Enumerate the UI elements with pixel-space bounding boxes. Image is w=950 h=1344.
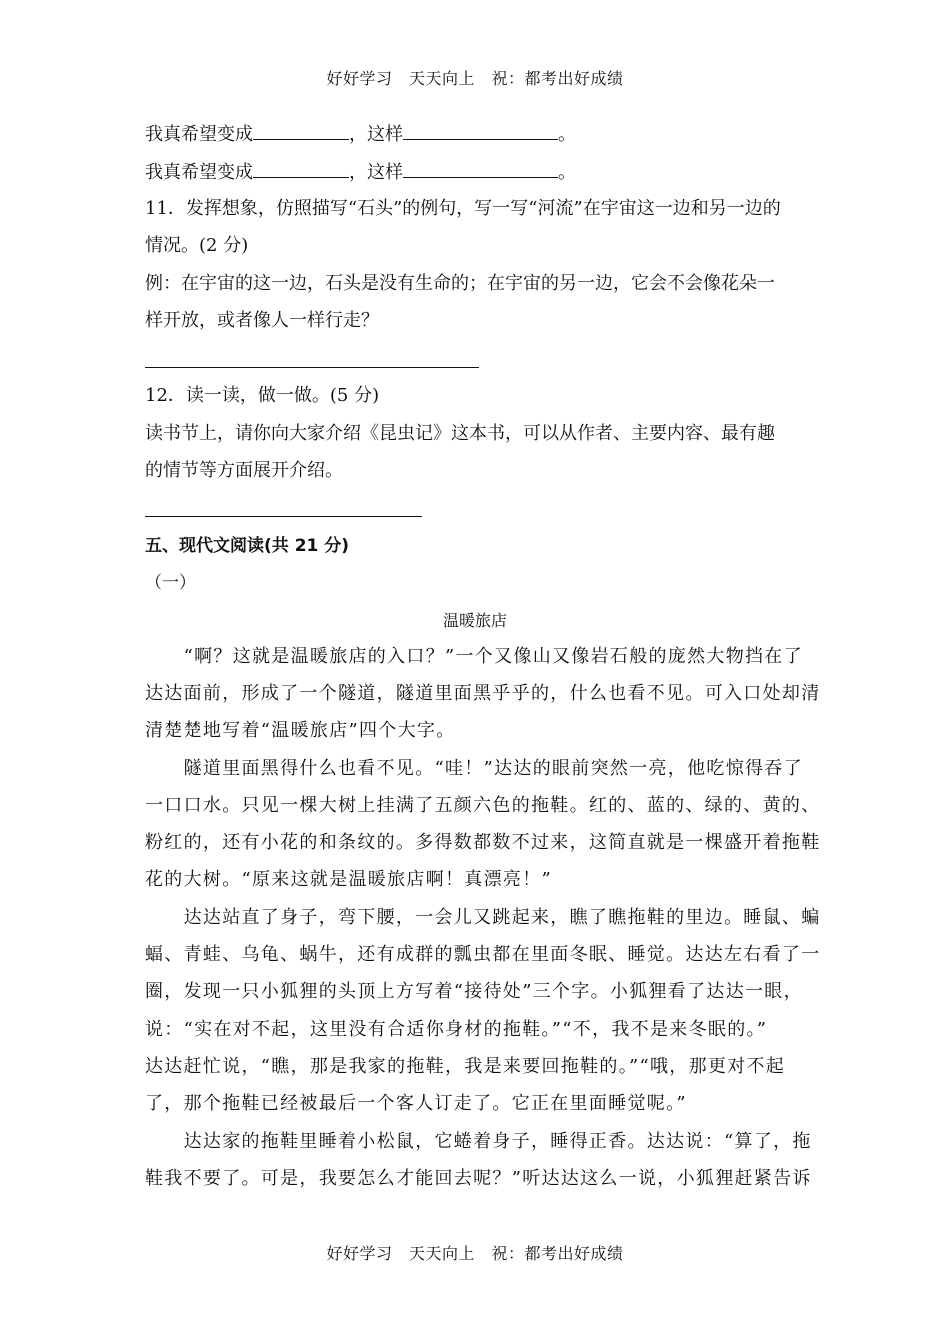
- story-line: 花的大树。“原来这就是温暖旅店啊！真漂亮！”: [145, 869, 553, 890]
- story-line: 达达站直了身子，弯下腰，一会儿又跳起来，瞧了瞧拖鞋的里边。睡鼠、蝙: [145, 907, 821, 928]
- wish-end: 。: [558, 124, 576, 145]
- q11-answer-line[interactable]: [145, 367, 479, 368]
- page-footer: 好好学习 天天向上 祝：都考出好成绩: [326, 1244, 624, 1263]
- story-line: 圈，发现一只小狐狸的头顶上方写着“接待处”三个字。小狐狸看了达达一眼，: [145, 981, 803, 1002]
- story-line: 达达面前，形成了一个隧道，隧道里面黑乎乎的，什么也看不见。可入口处却清: [145, 683, 821, 704]
- wish-end: 。: [558, 162, 576, 183]
- story-title: 温暖旅店: [442, 611, 507, 630]
- q11-prompt-line-2: 情况。(2 分): [145, 235, 249, 256]
- story-line: 粉红的，还有小花的和条纹的。多得数都数不过来，这简直就是一棵盛开着拖鞋: [145, 832, 821, 853]
- q11-prompt-line-1: 11．发挥想象，仿照描写“石头”的例句，写一写“河流”在宇宙这一边和另一边的: [145, 198, 781, 219]
- story-line: 说：“实在对不起，这里没有合适你身材的拖鞋。”“不，我不是来冬眠的。”: [145, 1019, 768, 1040]
- section-title: 五、现代文阅读(共 21 分): [145, 536, 350, 556]
- q12-prompt-line-1: 12．读一读，做一做。(5 分): [145, 385, 380, 406]
- wish-line-1: [145, 121, 576, 147]
- wish-prefix: 我真希望变成: [145, 162, 253, 183]
- q11-example-line-2: 样开放，或者像人一样行走？: [145, 310, 379, 331]
- story-line: 隧道里面黑得什么也看不见。“哇！”达达的眼前突然一亮，他吃惊得吞了: [145, 758, 803, 779]
- q12-prompt-line-2: 读书节上，请你向大家介绍《昆虫记》这本书，可以从作者、主要内容、最有趣: [145, 423, 775, 444]
- story-line: 鞋我不要了。可是，我要怎么才能回去呢？”听达达这么一说，小狐狸赶紧告诉: [145, 1168, 812, 1189]
- story-line: 清楚楚地写着“温暖旅店”四个大字。: [145, 720, 456, 741]
- q12-answer-line[interactable]: [145, 516, 422, 517]
- wish-prefix: 我真希望变成: [145, 124, 253, 145]
- answer-blank[interactable]: [403, 159, 558, 178]
- story-line: 了，那个拖鞋已经被最后一个客人订走了。它正在里面睡觉呢。”: [145, 1093, 687, 1114]
- wish-line-2: [145, 159, 576, 185]
- part-label: （一）: [145, 573, 196, 593]
- answer-blank[interactable]: [403, 121, 558, 140]
- wish-middle: ，这样: [349, 162, 403, 183]
- story-line: 达达赶忙说，“瞧，那是我家的拖鞋，我是来要回拖鞋的。”“哦，那更对不起: [145, 1056, 786, 1077]
- story-line: 一口口水。只见一棵大树上挂满了五颜六色的拖鞋。红的、蓝的、绿的、黄的、: [145, 795, 821, 816]
- story-line: 蝠、青蛙、乌龟、蜗牛，还有成群的瓢虫都在里面冬眠、睡觉。达达左右看了一: [145, 944, 821, 965]
- page-header: 好好学习 天天向上 祝：都考出好成绩: [326, 69, 624, 88]
- answer-blank[interactable]: [253, 121, 349, 140]
- story-line: 达达家的拖鞋里睡着小松鼠，它蜷着身子，睡得正香。达达说：“算了，拖: [145, 1131, 812, 1152]
- q12-prompt-line-3: 的情节等方面展开介绍。: [145, 460, 343, 481]
- q11-example-line-1: 例：在宇宙的这一边，石头是没有生命的；在宇宙的另一边，它会不会像花朵一: [145, 273, 775, 294]
- story-line: “啊？这就是温暖旅店的入口？”一个又像山又像岩石般的庞然大物挡在了: [145, 646, 803, 667]
- answer-blank[interactable]: [253, 159, 349, 178]
- wish-middle: ，这样: [349, 124, 403, 145]
